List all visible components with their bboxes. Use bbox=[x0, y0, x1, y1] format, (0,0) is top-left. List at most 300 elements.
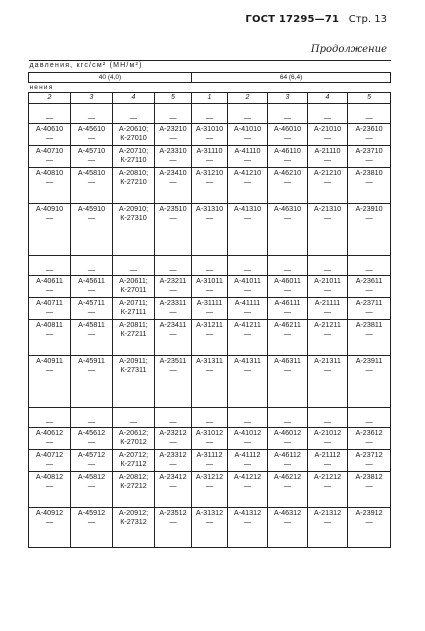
table-cell bbox=[228, 276, 268, 298]
cell-code: А-23712 bbox=[355, 450, 383, 459]
cell-code bbox=[30, 408, 69, 417]
dash-mark: — bbox=[87, 177, 96, 186]
table-row bbox=[29, 168, 391, 204]
dash-mark: — bbox=[365, 177, 373, 186]
cell-code: А-40910 bbox=[35, 204, 64, 213]
cell-code: А-41210 bbox=[233, 168, 262, 177]
table-cell bbox=[113, 450, 155, 472]
cell-code bbox=[193, 256, 226, 265]
cell-code: А-23812 bbox=[355, 472, 383, 481]
cell-code: А-20611; bbox=[119, 276, 148, 285]
cell-code: А-21112 bbox=[314, 450, 341, 459]
table-cell bbox=[308, 276, 348, 298]
cell-code: А-46212 bbox=[273, 472, 302, 481]
table-cell bbox=[192, 508, 228, 548]
table-cell bbox=[113, 276, 155, 298]
dash-mark: — bbox=[169, 459, 177, 468]
cell-code bbox=[114, 256, 153, 265]
cell-code: А-23411 bbox=[159, 320, 187, 329]
dash-mark: — bbox=[87, 481, 96, 490]
cell-code: А-46011 bbox=[274, 276, 301, 285]
dash-mark: — bbox=[283, 481, 292, 490]
cell-code: А-20810; bbox=[118, 168, 149, 177]
table-cell bbox=[268, 356, 308, 408]
cell-code: А-31210 bbox=[195, 168, 224, 177]
cell-code: А-31212 bbox=[195, 472, 224, 481]
cell-code: А-31111 bbox=[196, 298, 223, 307]
cell-code: А-45710 bbox=[77, 146, 106, 155]
table-cell bbox=[228, 146, 268, 168]
cell-code: А-40912 bbox=[35, 508, 64, 517]
dash-mark: — bbox=[169, 155, 177, 164]
dash-mark: — bbox=[243, 459, 252, 468]
dash-mark: — bbox=[129, 265, 138, 274]
table-cell bbox=[71, 256, 113, 276]
dash-mark: — bbox=[283, 417, 292, 426]
table-cell bbox=[348, 428, 391, 450]
dash-mark: — bbox=[365, 265, 373, 274]
cell-code: А-21012 bbox=[313, 428, 342, 437]
cell-code bbox=[156, 408, 190, 417]
cell-code: А-46310 bbox=[273, 204, 302, 213]
table-cell bbox=[155, 168, 192, 204]
table-row bbox=[29, 298, 391, 320]
dash-mark: — bbox=[365, 133, 373, 142]
dash-mark: — bbox=[365, 417, 373, 426]
cell-code: А-41012 bbox=[233, 428, 262, 437]
cell-code: К-27012 bbox=[120, 437, 147, 446]
table-cell bbox=[308, 256, 348, 276]
table-cell bbox=[71, 472, 113, 508]
dash-mark: — bbox=[169, 437, 177, 446]
cell-code: А-21210 bbox=[313, 168, 342, 177]
cell-code: К-27312 bbox=[120, 517, 147, 526]
cell-code: А-21311 bbox=[314, 356, 341, 365]
dash-mark: — bbox=[169, 417, 177, 426]
table-cell bbox=[308, 408, 348, 428]
table-cell bbox=[71, 104, 113, 124]
table-cell bbox=[228, 124, 268, 146]
table-cell bbox=[308, 320, 348, 356]
cell-code bbox=[309, 408, 346, 417]
dash-mark: — bbox=[243, 155, 252, 164]
table-cell bbox=[113, 146, 155, 168]
table-cell bbox=[308, 356, 348, 408]
dash-mark: — bbox=[45, 133, 54, 142]
cell-code: К-27010 bbox=[120, 133, 147, 142]
dash-mark: — bbox=[323, 155, 332, 164]
dash-mark: — bbox=[87, 329, 96, 338]
dash-mark: — bbox=[45, 365, 54, 374]
dash-mark: — bbox=[87, 285, 96, 294]
dash-mark: — bbox=[45, 213, 54, 222]
table-cell bbox=[71, 168, 113, 204]
cell-code: А-23412 bbox=[159, 472, 187, 481]
table-row bbox=[29, 256, 391, 276]
cell-code: А-23910 bbox=[355, 204, 383, 213]
dash-mark: — bbox=[205, 459, 214, 468]
cell-code: А-45912 bbox=[77, 508, 106, 517]
dash-mark: — bbox=[129, 113, 138, 122]
dash-mark: — bbox=[323, 481, 332, 490]
dash-mark: — bbox=[323, 213, 332, 222]
table-cell bbox=[29, 428, 71, 450]
table-cell bbox=[113, 104, 155, 124]
table-row bbox=[29, 320, 391, 356]
dash-mark: — bbox=[243, 365, 252, 374]
cell-code: А-20711; bbox=[119, 298, 148, 307]
cell-code bbox=[349, 256, 389, 265]
cell-code: А-23811 bbox=[355, 320, 383, 329]
cell-code: А-45810 bbox=[77, 168, 106, 177]
dash-mark: — bbox=[365, 437, 373, 446]
cell-code: А-46112 bbox=[274, 450, 301, 459]
cell-code: А-23810 bbox=[355, 168, 383, 177]
dash-mark: — bbox=[45, 307, 54, 316]
dash-mark: — bbox=[169, 213, 177, 222]
table-cell bbox=[348, 124, 391, 146]
table-cell bbox=[268, 408, 308, 428]
table-cell bbox=[155, 408, 192, 428]
dash-mark: — bbox=[205, 329, 214, 338]
table-cell bbox=[113, 124, 155, 146]
dash-mark: — bbox=[283, 437, 292, 446]
table-cell bbox=[192, 124, 228, 146]
cell-code: А-31010 bbox=[195, 124, 224, 133]
table-cell bbox=[308, 124, 348, 146]
table-cell bbox=[268, 472, 308, 508]
table-cell bbox=[113, 320, 155, 356]
cell-code: А-31311 bbox=[196, 356, 223, 365]
table-cell bbox=[192, 168, 228, 204]
dash-mark: — bbox=[87, 307, 96, 316]
table-cell bbox=[113, 204, 155, 256]
table-cell bbox=[308, 146, 348, 168]
cell-code: А-46110 bbox=[274, 146, 301, 155]
cell-code: К-27212 bbox=[120, 481, 147, 490]
dash-mark: — bbox=[243, 437, 252, 446]
cell-code: А-23210 bbox=[159, 124, 187, 133]
table-cell bbox=[228, 450, 268, 472]
cell-code bbox=[193, 104, 226, 113]
table-cell bbox=[308, 298, 348, 320]
table-cell bbox=[113, 508, 155, 548]
cell-code bbox=[229, 256, 266, 265]
table-cell bbox=[29, 146, 71, 168]
dash-mark: — bbox=[45, 285, 54, 294]
dash-mark: — bbox=[323, 437, 332, 446]
cell-code bbox=[72, 256, 111, 265]
table-cell bbox=[268, 508, 308, 548]
table-row bbox=[29, 104, 391, 124]
table-cell bbox=[348, 276, 391, 298]
table-cell bbox=[155, 508, 192, 548]
cell-code bbox=[269, 408, 306, 417]
cell-code: А-40812 bbox=[35, 472, 64, 481]
cell-code: А-46012 bbox=[273, 428, 302, 437]
table-cell bbox=[308, 428, 348, 450]
dash-mark: — bbox=[365, 459, 373, 468]
cell-code: А-41112 bbox=[234, 450, 261, 459]
cell-code: А-20910; bbox=[118, 204, 149, 213]
cell-code: А-45911 bbox=[78, 356, 105, 365]
cell-code bbox=[156, 256, 190, 265]
table-row bbox=[29, 124, 391, 146]
table-cell bbox=[71, 124, 113, 146]
table-cell bbox=[308, 508, 348, 548]
table-row bbox=[29, 408, 391, 428]
dash-mark: — bbox=[365, 307, 373, 316]
cell-code bbox=[156, 104, 190, 113]
pressure-group-40: 40 (4,0) bbox=[29, 73, 192, 83]
dash-mark: — bbox=[205, 481, 214, 490]
table-cell bbox=[348, 320, 391, 356]
cell-code: А-23212 bbox=[159, 428, 187, 437]
cell-code: А-20812; bbox=[118, 472, 149, 481]
dash-mark: — bbox=[205, 517, 214, 526]
cell-code: А-41211 bbox=[234, 320, 261, 329]
dash-mark: — bbox=[243, 177, 252, 186]
cell-code: А-23610 bbox=[355, 124, 383, 133]
dash-mark: — bbox=[243, 329, 252, 338]
table-cell bbox=[348, 168, 391, 204]
dash-mark: — bbox=[87, 437, 96, 446]
table-cell bbox=[155, 320, 192, 356]
column-number: 2 bbox=[29, 93, 71, 104]
dash-mark: — bbox=[243, 113, 252, 122]
table-cell bbox=[29, 168, 71, 204]
cell-code: А-20811; bbox=[119, 320, 148, 329]
dash-mark: — bbox=[283, 365, 292, 374]
cell-code: А-23410 bbox=[159, 168, 187, 177]
cell-code: А-46311 bbox=[274, 356, 301, 365]
parts-table bbox=[28, 60, 391, 548]
table-cell bbox=[192, 428, 228, 450]
cell-code: А-31011 bbox=[196, 276, 223, 285]
table-cell bbox=[192, 408, 228, 428]
cell-code: А-40810 bbox=[35, 168, 64, 177]
table-cell bbox=[29, 320, 71, 356]
table-cell bbox=[155, 356, 192, 408]
table-cell bbox=[113, 428, 155, 450]
cell-code bbox=[72, 104, 111, 113]
table-cell bbox=[228, 168, 268, 204]
table-row bbox=[29, 428, 391, 450]
dash-mark: — bbox=[365, 481, 373, 490]
dash-mark: — bbox=[243, 285, 252, 294]
cell-code: А-41010 bbox=[233, 124, 262, 133]
cell-code bbox=[30, 256, 69, 265]
table-cell bbox=[29, 356, 71, 408]
table-cell bbox=[268, 428, 308, 450]
dash-mark: — bbox=[205, 113, 214, 122]
table-cell bbox=[348, 146, 391, 168]
cell-code: А-23911 bbox=[355, 356, 383, 365]
dash-mark: — bbox=[243, 417, 252, 426]
table-cell bbox=[113, 408, 155, 428]
table-cell bbox=[29, 256, 71, 276]
cell-code: А-40911 bbox=[36, 356, 63, 365]
table-cell bbox=[29, 450, 71, 472]
dash-mark: — bbox=[205, 437, 214, 446]
dash-mark: — bbox=[243, 213, 252, 222]
table-cell bbox=[113, 256, 155, 276]
table-cell bbox=[308, 472, 348, 508]
table-cell bbox=[228, 104, 268, 124]
dash-mark: — bbox=[205, 307, 214, 316]
cell-code: А-41212 bbox=[233, 472, 262, 481]
column-number: 1 bbox=[192, 93, 228, 104]
cell-code: А-40711 bbox=[36, 298, 63, 307]
table-cell bbox=[228, 472, 268, 508]
cell-code: К-27112 bbox=[120, 459, 147, 468]
table-cell bbox=[192, 356, 228, 408]
table-cell bbox=[71, 450, 113, 472]
table-row bbox=[29, 472, 391, 508]
table-cell bbox=[348, 472, 391, 508]
dash-mark: — bbox=[45, 155, 54, 164]
cell-code: А-41110 bbox=[234, 146, 261, 155]
cell-code bbox=[229, 408, 266, 417]
dash-mark: — bbox=[365, 365, 373, 374]
table-cell bbox=[71, 408, 113, 428]
cell-code bbox=[193, 408, 226, 417]
table-cell bbox=[228, 508, 268, 548]
table-cell bbox=[268, 276, 308, 298]
table-cell bbox=[71, 276, 113, 298]
dash-mark: — bbox=[243, 133, 252, 142]
cell-code: А-23512 bbox=[159, 508, 187, 517]
table-cell bbox=[348, 204, 391, 256]
cell-code: А-40710 bbox=[35, 146, 64, 155]
dash-mark: — bbox=[283, 307, 292, 316]
table-cell bbox=[192, 472, 228, 508]
dash-mark: — bbox=[205, 417, 214, 426]
table-cell bbox=[268, 256, 308, 276]
table-cell bbox=[155, 256, 192, 276]
table-cell bbox=[192, 256, 228, 276]
cell-code: А-23711 bbox=[355, 298, 383, 307]
dash-mark: — bbox=[169, 329, 177, 338]
dash-mark: — bbox=[45, 481, 54, 490]
cell-code: К-27211 bbox=[120, 329, 147, 338]
cell-code: А-40612 bbox=[35, 428, 64, 437]
cell-code: А-45611 bbox=[78, 276, 105, 285]
table-cell bbox=[308, 104, 348, 124]
cell-code: А-45812 bbox=[77, 472, 106, 481]
cell-code: А-45811 bbox=[78, 320, 105, 329]
table-row bbox=[29, 508, 391, 548]
table-row bbox=[29, 276, 391, 298]
table-cell bbox=[29, 104, 71, 124]
table-cell bbox=[29, 408, 71, 428]
pressure-group-64: 64 (6,4) bbox=[192, 73, 391, 83]
table-cell bbox=[268, 204, 308, 256]
dash-mark: — bbox=[323, 113, 332, 122]
cell-code: А-23311 bbox=[159, 298, 187, 307]
table-cell bbox=[228, 204, 268, 256]
section-header: нения bbox=[29, 83, 391, 93]
table-cell bbox=[71, 428, 113, 450]
cell-code: А-41310 bbox=[233, 204, 262, 213]
dash-mark: — bbox=[323, 285, 332, 294]
table-cell bbox=[268, 298, 308, 320]
dash-mark: — bbox=[87, 459, 96, 468]
column-number: 5 bbox=[348, 93, 391, 104]
table-cell bbox=[268, 124, 308, 146]
table-cell bbox=[113, 356, 155, 408]
table-cell bbox=[71, 320, 113, 356]
cell-code: А-40611 bbox=[36, 276, 63, 285]
dash-mark: — bbox=[283, 177, 292, 186]
cell-code: А-41011 bbox=[234, 276, 261, 285]
dash-mark: — bbox=[169, 365, 177, 374]
table-cell bbox=[155, 204, 192, 256]
cell-code: А-45712 bbox=[77, 450, 106, 459]
table-cell bbox=[348, 256, 391, 276]
table-cell bbox=[348, 408, 391, 428]
cell-code: К-27011 bbox=[120, 285, 147, 294]
dash-mark: — bbox=[323, 417, 332, 426]
dash-mark: — bbox=[45, 265, 54, 274]
dash-mark: — bbox=[45, 459, 54, 468]
cell-code: А-21310 bbox=[313, 204, 342, 213]
dash-mark: — bbox=[323, 265, 332, 274]
cell-code: А-20612; bbox=[118, 428, 149, 437]
cell-code: А-20710; bbox=[118, 146, 149, 155]
cell-code: А-46210 bbox=[273, 168, 302, 177]
cell-code: А-20610; bbox=[118, 124, 149, 133]
cell-code: А-46211 bbox=[274, 320, 301, 329]
dash-mark: — bbox=[283, 265, 292, 274]
dash-mark: — bbox=[45, 417, 54, 426]
table-cell bbox=[113, 298, 155, 320]
cell-code bbox=[309, 256, 346, 265]
cell-code: А-21010 bbox=[313, 124, 342, 133]
column-number: 2 bbox=[228, 93, 268, 104]
dash-mark: — bbox=[169, 133, 177, 142]
table-row bbox=[29, 204, 391, 256]
standard-number: ГОСТ 17295—71 bbox=[245, 14, 340, 25]
table-cell bbox=[192, 204, 228, 256]
dash-mark: — bbox=[169, 517, 177, 526]
dash-mark: — bbox=[323, 329, 332, 338]
dash-mark: — bbox=[243, 307, 252, 316]
cell-code: А-23211 bbox=[159, 276, 187, 285]
table-cell bbox=[192, 104, 228, 124]
table-cell bbox=[192, 320, 228, 356]
dash-mark: — bbox=[283, 133, 292, 142]
cell-code bbox=[72, 408, 111, 417]
dash-mark: — bbox=[205, 285, 214, 294]
continuation-label: Продолжение bbox=[310, 44, 387, 55]
table-cell bbox=[192, 146, 228, 168]
cell-code: А-40610 bbox=[35, 124, 64, 133]
table-cell bbox=[113, 472, 155, 508]
dash-mark: — bbox=[283, 517, 292, 526]
cell-code: А-45910 bbox=[77, 204, 106, 213]
table-cell bbox=[71, 298, 113, 320]
dash-mark: — bbox=[243, 517, 252, 526]
dash-mark: — bbox=[45, 113, 54, 122]
page-header bbox=[245, 14, 387, 25]
cell-code: А-40712 bbox=[35, 450, 64, 459]
cell-code: А-41311 bbox=[234, 356, 261, 365]
dash-mark: — bbox=[243, 481, 252, 490]
dash-mark: — bbox=[365, 329, 373, 338]
table-cell bbox=[155, 146, 192, 168]
cell-code: А-21211 bbox=[314, 320, 341, 329]
